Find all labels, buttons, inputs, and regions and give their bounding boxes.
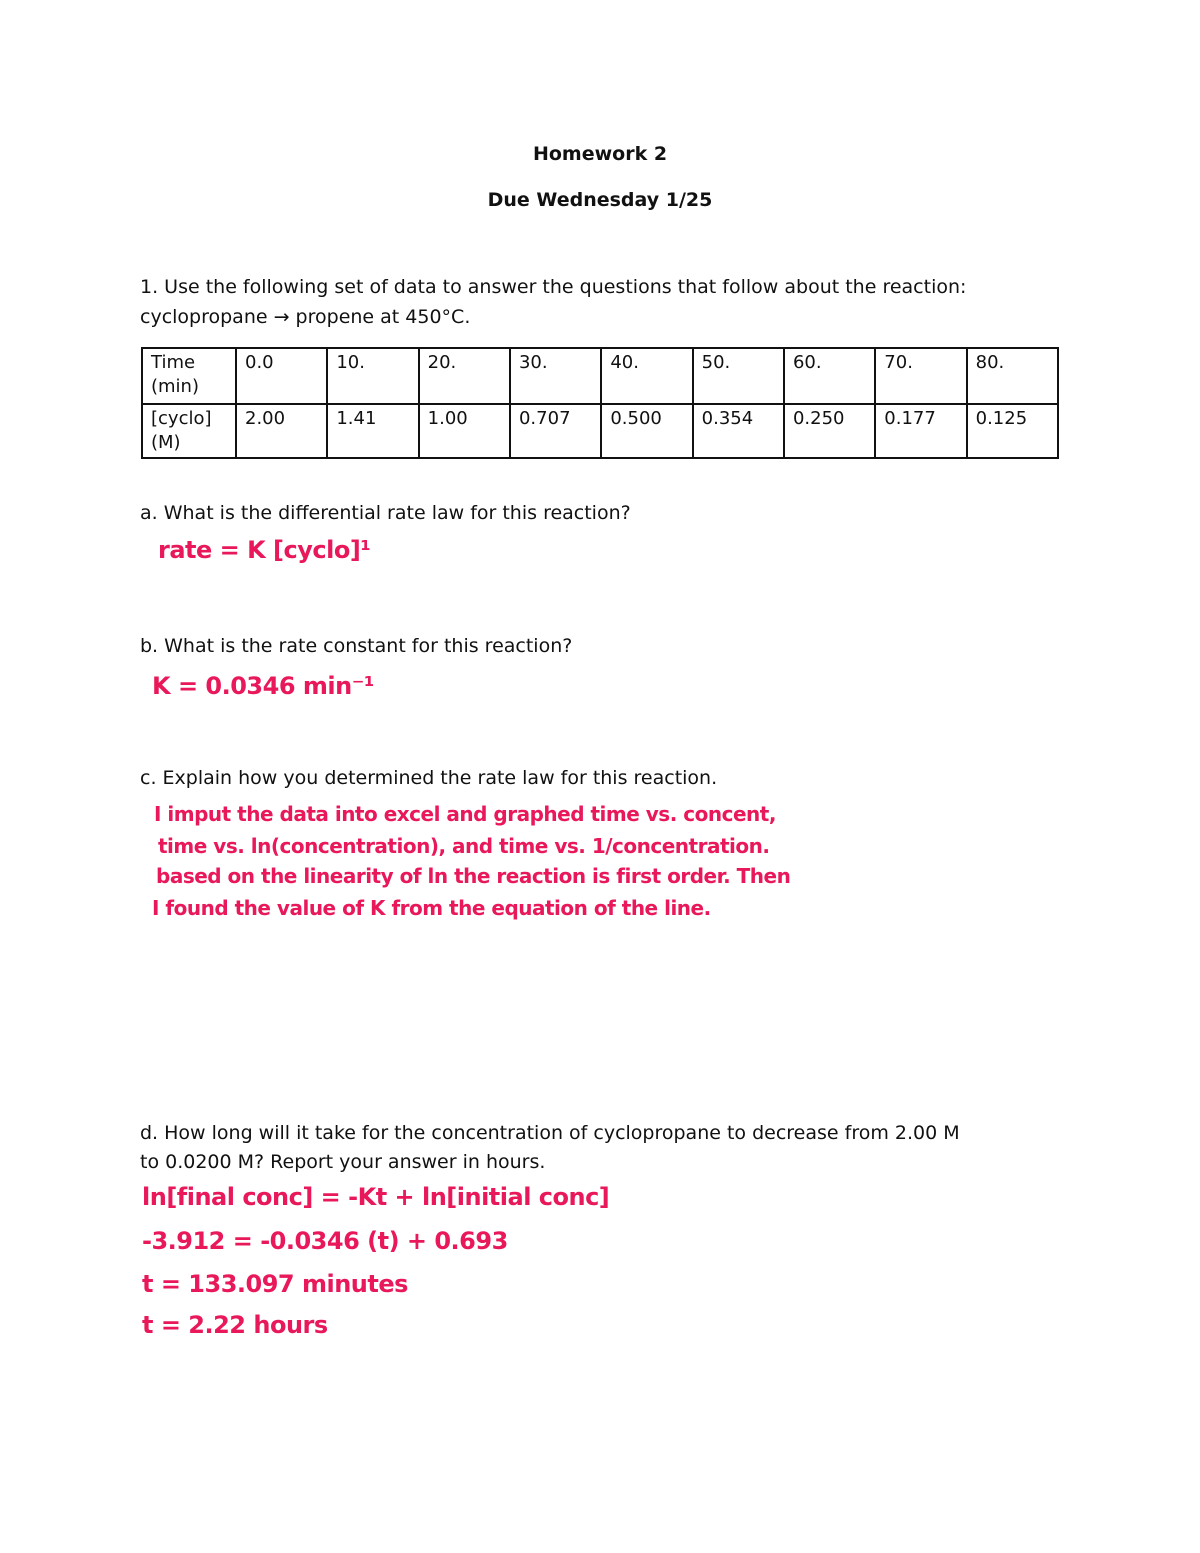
time-cell: 60. bbox=[784, 348, 875, 404]
conc-cell: 0.250 bbox=[784, 404, 875, 458]
question-b: b. What is the rate constant for this reaction? bbox=[140, 635, 573, 657]
answer-c-line: time vs. ln(concentration), and time vs. 1/concentration. bbox=[158, 834, 770, 858]
question-c: c. Explain how you determined the rate law for this reaction. bbox=[140, 767, 718, 789]
question-1-reaction: cyclopropane → propene at 450°C. bbox=[140, 306, 471, 328]
time-cell: 30. bbox=[510, 348, 601, 404]
conc-cell: 0.500 bbox=[601, 404, 692, 458]
time-cell: 20. bbox=[419, 348, 510, 404]
answer-d-line: t = 2.22 hours bbox=[142, 1311, 328, 1339]
due-date: Due Wednesday 1/25 bbox=[487, 189, 713, 211]
time-cell: 50. bbox=[693, 348, 784, 404]
answer-d-line: -3.912 = -0.0346 (t) + 0.693 bbox=[142, 1227, 508, 1255]
question-a: a. What is the differential rate law for this reaction? bbox=[140, 502, 631, 524]
answer-a: rate = K [cyclo]¹ bbox=[158, 536, 371, 564]
question-d-line-2: to 0.0200 M? Report your answer in hours. bbox=[140, 1151, 546, 1173]
page-title: Homework 2 bbox=[532, 143, 668, 165]
time-cell: 70. bbox=[875, 348, 966, 404]
question-1-text: 1. Use the following set of data to answer the questions that follow about the reaction: bbox=[140, 276, 967, 298]
conc-cell: 1.41 bbox=[327, 404, 418, 458]
time-cell: 80. bbox=[967, 348, 1058, 404]
answer-c-line: based on the linearity of ln the reaction is first order. Then bbox=[156, 864, 791, 888]
table-row-conc bbox=[142, 404, 1058, 458]
conc-cell: 0.354 bbox=[693, 404, 784, 458]
conc-cell: 1.00 bbox=[419, 404, 510, 458]
answer-b: K = 0.0346 min⁻¹ bbox=[152, 672, 374, 700]
time-cell: 10. bbox=[327, 348, 418, 404]
time-cell: 40. bbox=[601, 348, 692, 404]
answer-d-line: ln[final conc] = -Kt + ln[initial conc] bbox=[142, 1183, 610, 1211]
conc-cell: 0.707 bbox=[510, 404, 601, 458]
conc-cell: 0.125 bbox=[967, 404, 1058, 458]
row-header-conc: [cyclo] (M) bbox=[142, 404, 236, 458]
row-header-time: Time (min) bbox=[142, 348, 236, 404]
conc-cell: 2.00 bbox=[236, 404, 327, 458]
answer-d-line: t = 133.097 minutes bbox=[142, 1270, 408, 1298]
answer-c-line: I imput the data into excel and graphed time vs. concent, bbox=[154, 802, 776, 826]
conc-cell: 0.177 bbox=[875, 404, 966, 458]
data-table bbox=[141, 347, 1059, 459]
question-d: d. How long will it take for the concentration of cyclopropane to decrease from 2.00 M bbox=[140, 1122, 960, 1144]
table-row-time bbox=[142, 348, 1058, 404]
time-cell: 0.0 bbox=[236, 348, 327, 404]
answer-c-line: I found the value of K from the equation of the line. bbox=[152, 896, 711, 920]
